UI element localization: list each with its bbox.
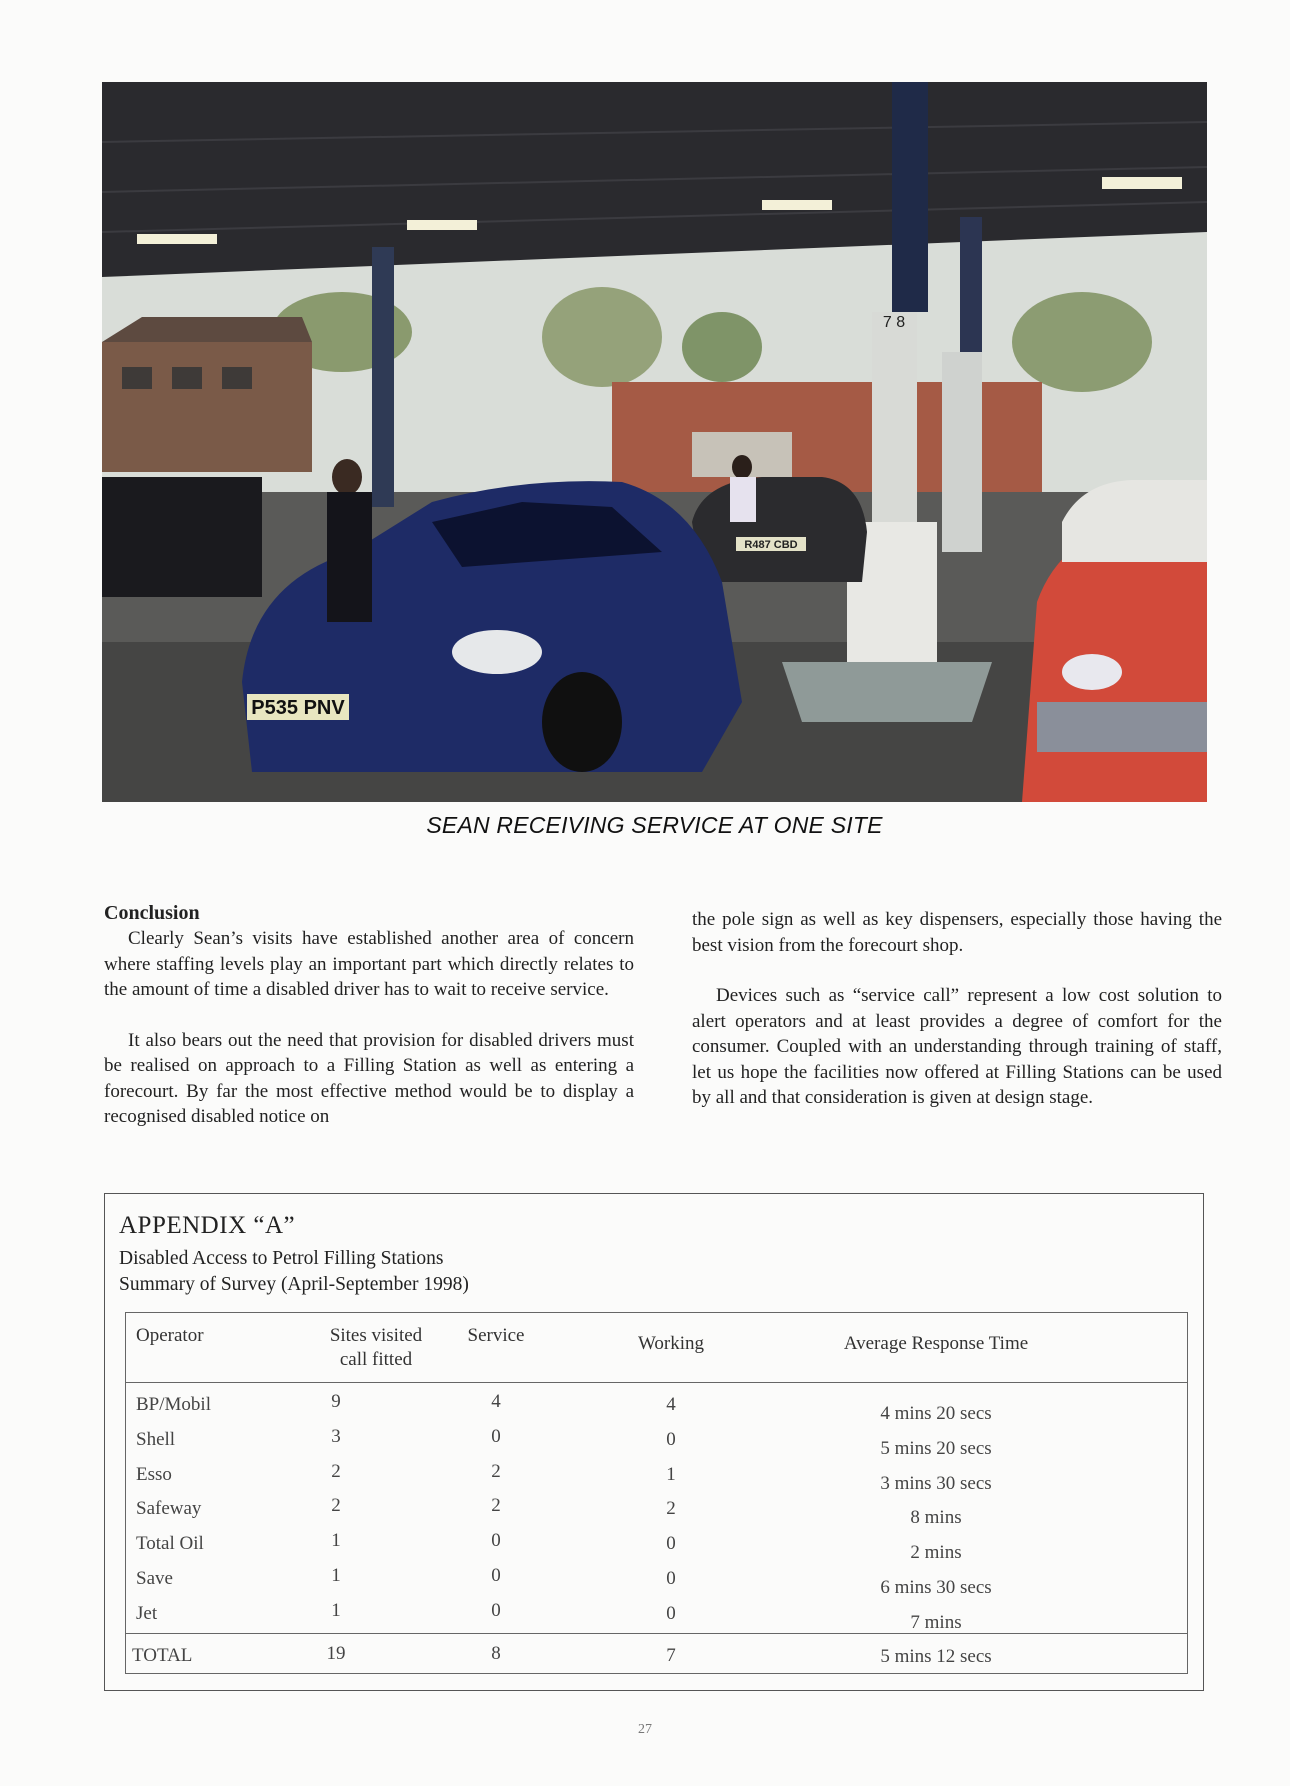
cell-service: 2 bbox=[491, 1495, 501, 1517]
cell-working: 2 bbox=[666, 1498, 676, 1520]
total-sites: 19 bbox=[326, 1643, 346, 1664]
pump-numbers: 7 8 bbox=[882, 314, 906, 331]
cell-sites: 9 bbox=[331, 1391, 341, 1412]
conclusion-paragraph: It also bears out the need that provision for disabled drivers must be realised on approach to a Filling Station as well as entering a forecourt. By far the most effective method would be to display a recognised disabled notice on bbox=[104, 1029, 634, 1127]
cell-response: 8 mins bbox=[910, 1507, 962, 1529]
conclusion-paragraph: Clearly Sean’s visits have established another area of concern where staffing levels play an important part which directly relates to the amount of time a disabled driver has to wait to receive service. bbox=[104, 928, 634, 1000]
cell-working: 0 bbox=[666, 1568, 676, 1589]
appendix-title: APPENDIX “A” bbox=[119, 1212, 296, 1239]
silver-car-plate: R487 CBD bbox=[744, 539, 798, 551]
appendix-subtitle bbox=[119, 1246, 469, 1298]
header-sites-line1: Sites visited bbox=[329, 1325, 423, 1346]
cell-service: 0 bbox=[491, 1425, 501, 1447]
cell-sites: 2 bbox=[331, 1495, 341, 1517]
cell-response: 5 mins 20 secs bbox=[880, 1437, 992, 1459]
cell-operator: Save bbox=[136, 1568, 173, 1589]
cell-sites: 3 bbox=[331, 1425, 341, 1447]
header-operator: Operator bbox=[136, 1325, 204, 1346]
conclusion-heading: Conclusion bbox=[104, 902, 200, 924]
cell-service: 0 bbox=[491, 1565, 501, 1586]
cell-working: 0 bbox=[666, 1428, 676, 1450]
header-response: Average Response Time bbox=[843, 1333, 1029, 1354]
cell-sites: 1 bbox=[331, 1530, 341, 1552]
cell-response: 7 mins bbox=[910, 1611, 962, 1633]
header-service: Service bbox=[467, 1325, 525, 1346]
total-response: 5 mins 12 secs bbox=[880, 1646, 992, 1667]
total-working: 7 bbox=[666, 1645, 676, 1666]
cell-response: 2 mins bbox=[910, 1542, 962, 1564]
cell-operator: Jet bbox=[136, 1602, 158, 1624]
page-number: 27 bbox=[638, 1722, 652, 1737]
cell-response: 3 mins 30 secs bbox=[880, 1472, 992, 1494]
cell-sites: 1 bbox=[331, 1565, 341, 1586]
conclusion-left-column bbox=[104, 900, 634, 1155]
appendix-box bbox=[104, 1193, 1204, 1691]
cell-service: 4 bbox=[491, 1391, 501, 1412]
cell-operator: Safeway bbox=[136, 1498, 202, 1520]
survey-table bbox=[125, 1312, 1188, 1674]
cell-service: 2 bbox=[491, 1460, 501, 1482]
cell-sites: 1 bbox=[331, 1599, 341, 1621]
cell-operator: Shell bbox=[136, 1428, 176, 1450]
blue-car-plate: P535 PNV bbox=[251, 697, 345, 719]
cell-service: 0 bbox=[491, 1530, 501, 1552]
total-operator: TOTAL bbox=[132, 1645, 193, 1666]
cell-response: 6 mins 30 secs bbox=[880, 1577, 992, 1598]
forecourt-photo bbox=[102, 82, 1207, 802]
forecourt-photo-illustration bbox=[102, 82, 1207, 802]
total-service: 8 bbox=[491, 1643, 501, 1664]
cell-working: 1 bbox=[666, 1463, 676, 1485]
cell-operator: Total Oil bbox=[136, 1533, 204, 1555]
header-divider bbox=[126, 1382, 1187, 1383]
photo-caption: SEAN RECEIVING SERVICE AT ONE SITE bbox=[426, 812, 883, 838]
cell-operator: Esso bbox=[136, 1463, 172, 1485]
cell-working: 4 bbox=[666, 1394, 676, 1415]
cell-response: 4 mins 20 secs bbox=[880, 1403, 992, 1424]
appendix-subtitle-line2: Summary of Survey (April-September 1998) bbox=[119, 1274, 469, 1295]
header-working: Working bbox=[637, 1333, 705, 1354]
header-sites-line2: call fitted bbox=[339, 1349, 413, 1370]
conclusion-right-column bbox=[692, 907, 1222, 1136]
appendix-subtitle-line1: Disabled Access to Petrol Filling Stations bbox=[119, 1248, 444, 1269]
conclusion-paragraph: Devices such as “service call” represent a low cost solution to alert operators and at least provides a degree of comfort for the consumer. Coupled with an understanding through training of staff, let us hope the facilities now offered at Filling Stations can be used by all and that consideration is given at design stage. bbox=[692, 985, 1222, 1108]
cell-working: 0 bbox=[666, 1533, 676, 1555]
cell-working: 0 bbox=[666, 1602, 676, 1624]
cell-operator: BP/Mobil bbox=[136, 1394, 211, 1415]
cell-service: 0 bbox=[491, 1599, 501, 1621]
cell-sites: 2 bbox=[331, 1460, 341, 1482]
conclusion-paragraph: the pole sign as well as key dispensers, especially those having the best vision from the forecourt shop. bbox=[692, 909, 1222, 956]
